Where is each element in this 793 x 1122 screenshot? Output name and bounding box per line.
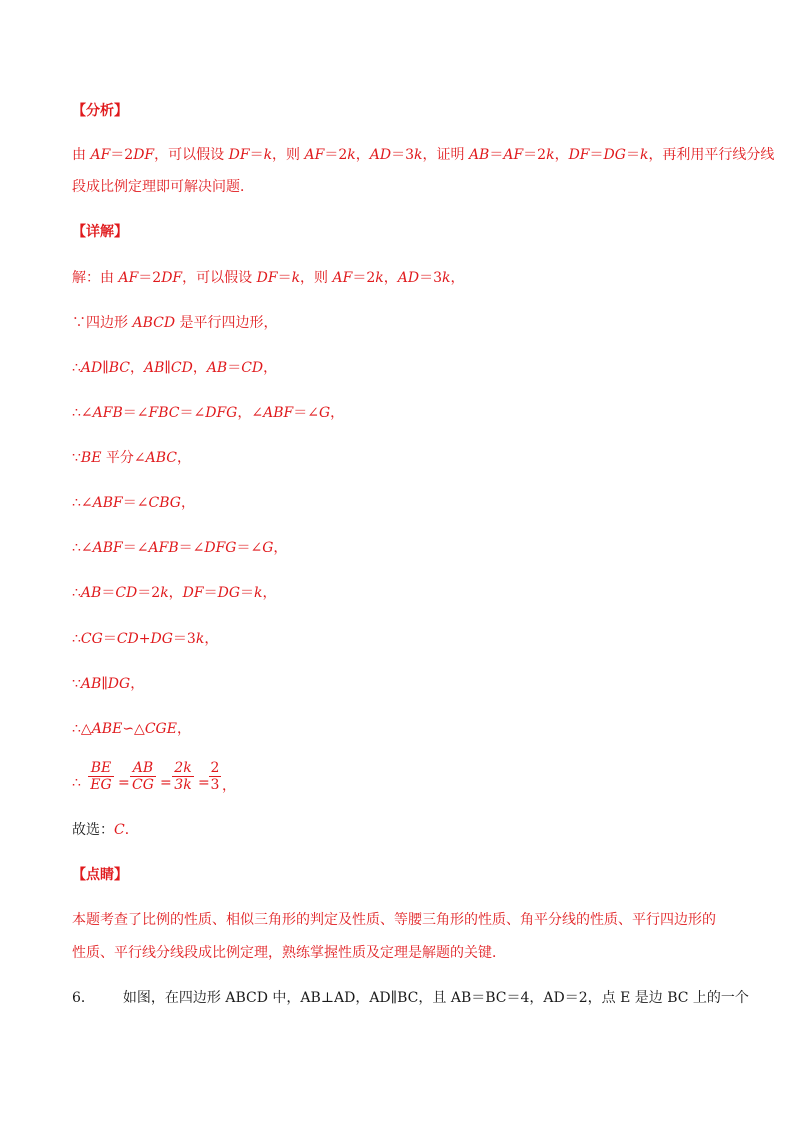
solution-step-6: ∴∠ABF＝∠CBG， — [72, 495, 195, 511]
fraction-numerator: AB — [130, 760, 156, 777]
fraction-denominator: 3 — [210, 777, 220, 793]
fraction-numerator: 2k — [172, 760, 194, 777]
therefore-symbol: ∴ — [72, 775, 81, 791]
question-text: 如图，在四边形 ABCD 中，AB⊥AD，AD∥BC，且 AB＝BC＝4，AD＝2，点 E 是边 BC 上的一个 — [122, 990, 749, 1006]
fraction-denominator: 3k — [174, 777, 192, 793]
equals-sign: = — [118, 775, 130, 791]
question-6 — [72, 989, 749, 1007]
comment-line-1: 本题考查了比例的性质、相似三角形的判定及性质、等腰三角形的性质、角平分线的性质、平行四边形的 — [72, 912, 716, 928]
solution-step-4: ∴∠AFB＝∠FBC＝∠DFG，∠ABF＝∠G， — [72, 405, 345, 421]
analysis-line-2: 段成比例定理即可解决问题． — [72, 179, 254, 195]
fraction-numerator: BE — [88, 760, 114, 777]
solution-step-9: ∴CG＝CD+DG＝3k， — [72, 631, 219, 647]
question-number: 6． — [72, 990, 95, 1006]
fraction-denominator: CG — [132, 777, 154, 793]
solution-step-8: ∴AB＝CD＝2k，DF＝DG＝k， — [72, 585, 277, 601]
solution-step-5: ∵BE 平分∠ABC， — [72, 450, 191, 466]
answer-line: 故选：C． — [72, 822, 139, 838]
solution-step-1: 解：由 AF＝2DF，可以假设 DF＝k，则 AF＝2k，AD＝3k， — [72, 270, 465, 286]
section-detail-heading: 【详解】 — [72, 224, 128, 240]
fraction-denominator: EG — [90, 777, 112, 793]
equals-sign: = — [198, 775, 210, 791]
solution-step-2: ∵四边形 ABCD 是平行四边形， — [72, 315, 278, 331]
equals-sign: = — [160, 775, 172, 791]
fraction-2k-3k — [172, 760, 194, 793]
solution-step-11: ∴△ABE∽△CGE， — [72, 721, 191, 737]
section-analysis-heading: 【分析】 — [72, 103, 128, 119]
fraction-numerator: 2 — [210, 760, 220, 776]
solution-step-7: ∴∠ABF＝∠AFB＝∠DFG＝∠G， — [72, 540, 288, 556]
comma: ， — [222, 778, 236, 794]
comment-line-2: 性质、平行线分线段成比例定理，熟练掌握性质及定理是解题的关键． — [72, 945, 506, 961]
section-comment-heading: 【点睛】 — [72, 867, 128, 883]
fraction-2-3 — [209, 760, 221, 793]
fraction-ab-cg — [130, 760, 156, 793]
solution-step-10: ∵AB∥DG， — [72, 676, 145, 692]
solution-step-3: ∴AD∥BC，AB∥CD，AB＝CD， — [72, 360, 278, 376]
analysis-line-1: 由 AF＝2DF，可以假设 DF＝k，则 AF＝2k，AD＝3k，证明 AB＝AF＝2k，DF＝DG＝k，再利用平行线分线 — [72, 147, 775, 163]
fraction-be-eg — [88, 760, 114, 793]
